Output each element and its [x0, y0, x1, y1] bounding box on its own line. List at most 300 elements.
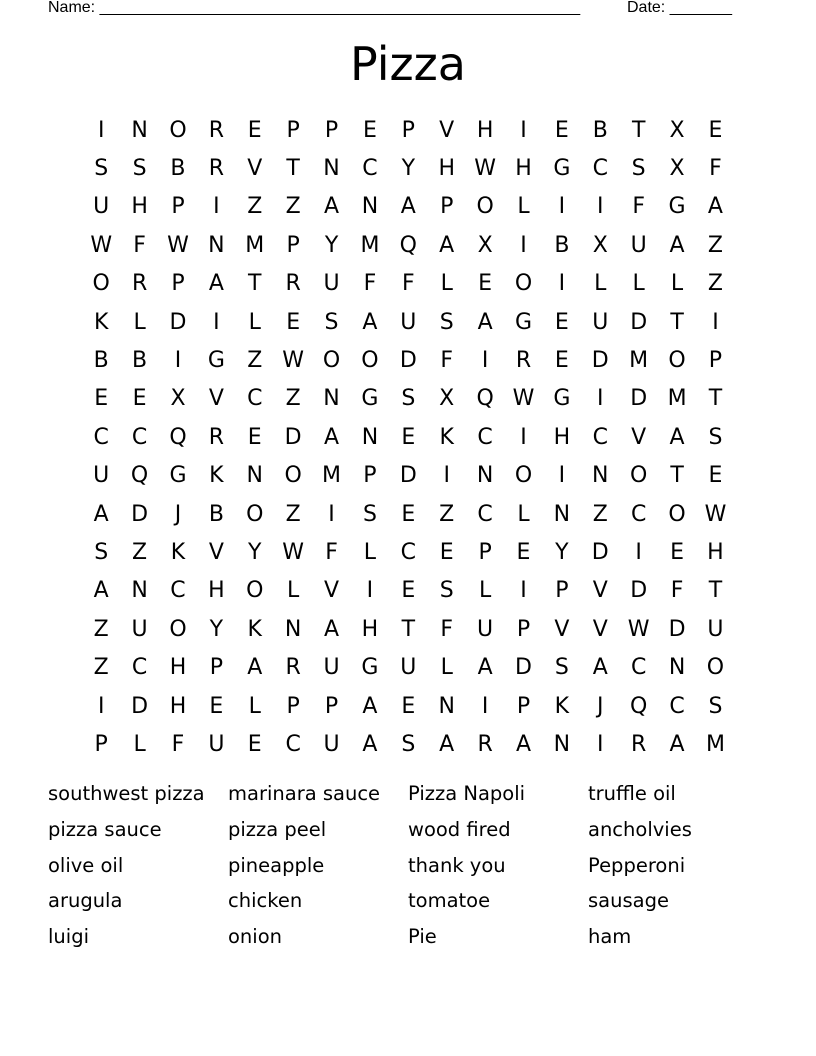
- grid-cell: U: [323, 271, 340, 297]
- grid-cell: S: [324, 309, 339, 335]
- grid-cell: O: [284, 463, 302, 489]
- grid-cell: I: [481, 693, 489, 719]
- grid-cell: R: [131, 271, 148, 297]
- grid-cell: E: [708, 117, 723, 143]
- grid-cell: Z: [285, 194, 301, 220]
- grid-cell: Z: [707, 232, 723, 258]
- grid-cell: Q: [476, 386, 494, 412]
- grid-cell: V: [554, 616, 570, 642]
- word-list-item: ancholvies: [588, 817, 692, 841]
- grid-cell: S: [708, 424, 723, 450]
- grid-cell: T: [286, 156, 300, 182]
- grid-cell: V: [208, 539, 224, 565]
- grid-cell: T: [670, 309, 684, 335]
- grid-cell: O: [246, 578, 264, 604]
- grid-cell: Z: [285, 501, 301, 527]
- grid-cell: C: [669, 693, 685, 719]
- word-list-item: arugula: [48, 889, 123, 913]
- grid-cell: D: [630, 309, 648, 335]
- grid-cell: X: [669, 117, 685, 143]
- word-list-item: southwest pizza: [48, 782, 205, 805]
- grid-cell: X: [439, 386, 455, 412]
- grid-cell: D: [515, 655, 532, 681]
- grid-cell: L: [287, 578, 300, 604]
- grid-cell: S: [554, 655, 569, 681]
- grid-cell: L: [670, 271, 684, 297]
- grid-cell: Z: [93, 655, 109, 681]
- grid-cell: O: [630, 463, 648, 489]
- grid-cell: W: [512, 386, 535, 412]
- grid-cell: U: [131, 616, 148, 642]
- grid-cell: K: [554, 693, 570, 719]
- grid-cell: L: [517, 194, 530, 220]
- date-field-label: Date: _______: [627, 0, 732, 16]
- grid-cell: O: [514, 463, 533, 489]
- grid-cell: M: [667, 386, 687, 412]
- grid-cell: Z: [93, 616, 109, 642]
- grid-cell: R: [631, 731, 647, 757]
- grid-cell: G: [169, 463, 187, 489]
- grid-cell: H: [707, 539, 724, 565]
- grid-cell: L: [363, 539, 377, 565]
- word-list-item: Pepperoni: [588, 853, 686, 877]
- grid-cell: Q: [169, 424, 187, 450]
- grid-cell: T: [708, 386, 723, 412]
- grid-cell: P: [324, 117, 339, 143]
- grid-cell: P: [440, 194, 454, 220]
- grid-cell: A: [362, 693, 378, 719]
- grid-cell: P: [516, 616, 531, 642]
- grid-cell: H: [361, 616, 379, 642]
- grid-cell: A: [362, 731, 378, 757]
- grid-cell: E: [401, 424, 416, 450]
- grid-cell: G: [553, 156, 571, 182]
- grid-cell: S: [439, 578, 454, 604]
- grid-cell: Z: [247, 194, 263, 220]
- grid-cell: S: [631, 156, 646, 182]
- grid-cell: Q: [399, 232, 417, 258]
- grid-cell: P: [94, 731, 108, 757]
- word-list-item: Pizza Napoli: [408, 782, 526, 805]
- grid-cell: O: [361, 348, 379, 374]
- grid-cell: P: [401, 117, 415, 143]
- grid-cell: S: [439, 309, 454, 335]
- grid-cell: U: [208, 731, 225, 757]
- grid-cell: C: [592, 424, 608, 450]
- grid-cell: O: [668, 348, 686, 374]
- grid-cell: V: [247, 156, 263, 182]
- grid-cell: P: [516, 693, 531, 719]
- grid-cell: X: [592, 232, 608, 258]
- grid-cell: B: [132, 348, 148, 374]
- grid-cell: T: [248, 271, 262, 297]
- word-list-item: marinara sauce: [228, 782, 381, 805]
- grid-cell: K: [93, 309, 109, 335]
- grid-cell: P: [363, 463, 377, 489]
- grid-cell: P: [708, 348, 723, 374]
- grid-cell: A: [515, 731, 532, 757]
- grid-cell: K: [439, 424, 454, 450]
- grid-cell: D: [131, 693, 149, 719]
- grid-cell: A: [439, 731, 455, 757]
- grid-cell: N: [131, 578, 148, 604]
- grid-cell: V: [631, 424, 647, 450]
- grid-cell: E: [247, 424, 262, 450]
- word-list-item: wood fired: [408, 817, 511, 841]
- grid-cell: I: [520, 117, 527, 143]
- grid-cell: X: [170, 386, 186, 412]
- grid-cell: C: [400, 539, 416, 565]
- word-list-item: Pie: [408, 925, 437, 949]
- grid-cell: F: [670, 578, 684, 604]
- grid-cell: I: [174, 348, 182, 374]
- grid-cell: L: [478, 578, 492, 604]
- grid-cell: B: [592, 117, 608, 143]
- grid-cell: U: [400, 655, 417, 681]
- grid-cell: T: [401, 616, 416, 642]
- grid-cell: X: [477, 232, 493, 258]
- grid-cell: C: [592, 156, 608, 182]
- grid-cell: E: [670, 539, 684, 565]
- grid-cell: W: [704, 501, 727, 527]
- grid-cell: A: [208, 271, 224, 297]
- grid-cell: D: [668, 616, 686, 642]
- grid-cell: E: [439, 539, 454, 565]
- grid-cell: P: [286, 117, 300, 143]
- grid-cell: F: [709, 156, 722, 182]
- word-list-item: tomatoe: [408, 889, 491, 913]
- grid-cell: E: [247, 731, 262, 757]
- grid-cell: M: [245, 232, 265, 258]
- grid-cell: P: [286, 693, 300, 719]
- grid-cell: O: [169, 616, 187, 642]
- word-list-item: pizza peel: [228, 817, 327, 841]
- grid-cell: N: [476, 463, 494, 489]
- grid-cell: O: [476, 194, 494, 220]
- word-list-item: thank you: [408, 853, 506, 877]
- grid-cell: A: [93, 578, 109, 604]
- grid-cell: B: [208, 501, 224, 527]
- grid-cell: I: [520, 424, 527, 450]
- grid-cell: N: [553, 731, 571, 757]
- grid-cell: K: [209, 463, 224, 489]
- grid-cell: P: [209, 655, 223, 681]
- grid-cell: I: [481, 348, 489, 374]
- grid-cell: I: [97, 693, 105, 719]
- grid-cell: G: [668, 194, 686, 220]
- grid-cell: I: [213, 194, 220, 220]
- grid-cell: L: [440, 655, 453, 681]
- grid-cell: H: [169, 655, 187, 681]
- grid-cell: H: [131, 194, 148, 220]
- grid-cell: I: [213, 309, 220, 335]
- grid-cell: D: [131, 501, 149, 527]
- word-list-item: onion: [228, 925, 282, 949]
- grid-cell: Z: [707, 271, 723, 297]
- word-list: [48, 776, 768, 955]
- grid-cell: O: [169, 117, 187, 143]
- grid-cell: F: [632, 194, 645, 220]
- grid-cell: J: [597, 693, 604, 719]
- grid-cell: C: [477, 424, 493, 450]
- grid-cell: X: [669, 156, 685, 182]
- grid-cell: O: [514, 271, 533, 297]
- grid-cell: E: [247, 117, 262, 143]
- grid-cell: P: [555, 578, 569, 604]
- grid-cell: I: [443, 463, 450, 489]
- grid-cell: B: [170, 156, 186, 182]
- grid-cell: C: [362, 156, 378, 182]
- grid-cell: L: [594, 271, 607, 297]
- grid-cell: L: [632, 271, 645, 297]
- grid-cell: U: [400, 309, 417, 335]
- grid-cell: H: [476, 117, 494, 143]
- grid-cell: E: [401, 501, 416, 527]
- grid-cell: C: [131, 655, 148, 681]
- grid-cell: G: [514, 309, 533, 335]
- grid-cell: T: [670, 463, 684, 489]
- grid-cell: L: [133, 731, 146, 757]
- grid-cell: N: [592, 463, 609, 489]
- grid-cell: A: [669, 424, 685, 450]
- grid-cell: U: [323, 731, 340, 757]
- word-list-item: sausage: [588, 889, 669, 913]
- grid-cell: K: [247, 616, 262, 642]
- grid-cell: E: [94, 386, 109, 412]
- grid-cell: F: [171, 731, 185, 757]
- grid-cell: N: [361, 194, 379, 220]
- grid-cell: A: [400, 194, 416, 220]
- grid-cell: A: [707, 194, 723, 220]
- grid-cell: H: [515, 156, 532, 182]
- grid-cell: O: [246, 501, 264, 527]
- grid-cell: Z: [247, 348, 263, 374]
- grid-cell: V: [592, 616, 608, 642]
- word-list-item: luigi: [48, 925, 89, 949]
- grid-cell: I: [597, 386, 604, 412]
- grid-cell: Z: [592, 501, 608, 527]
- grid-cell: S: [132, 156, 147, 182]
- grid-cell: H: [208, 578, 225, 604]
- grid-cell: M: [705, 731, 725, 757]
- grid-cell: Q: [630, 693, 648, 719]
- grid-cell: R: [285, 655, 301, 681]
- grid-cell: F: [401, 271, 415, 297]
- grid-cell: R: [208, 424, 225, 450]
- grid-cell: V: [439, 117, 455, 143]
- word-list-item: ham: [588, 925, 632, 949]
- grid-cell: B: [554, 232, 570, 258]
- grid-cell: U: [630, 232, 647, 258]
- grid-cell: U: [707, 616, 724, 642]
- grid-cell: M: [322, 463, 342, 489]
- grid-cell: O: [706, 655, 725, 681]
- grid-cell: U: [592, 309, 609, 335]
- grid-cell: H: [553, 424, 571, 450]
- grid-cell: I: [97, 117, 105, 143]
- grid-cell: H: [438, 156, 455, 182]
- grid-cell: D: [169, 309, 187, 335]
- grid-cell: E: [401, 578, 416, 604]
- grid-cell: C: [131, 424, 148, 450]
- grid-cell: H: [169, 693, 187, 719]
- grid-cell: L: [517, 501, 530, 527]
- grid-cell: P: [324, 693, 339, 719]
- word-list-item: truffle oil: [588, 782, 676, 805]
- grid-cell: D: [399, 348, 417, 374]
- grid-cell: Z: [439, 501, 455, 527]
- grid-cell: I: [366, 578, 374, 604]
- grid-cell: L: [133, 309, 146, 335]
- grid-cell: F: [440, 616, 454, 642]
- grid-cell: D: [399, 463, 417, 489]
- grid-cell: G: [361, 386, 379, 412]
- grid-cell: T: [708, 578, 723, 604]
- grid-cell: A: [247, 655, 263, 681]
- grid-cell: N: [208, 232, 225, 258]
- grid-cell: I: [635, 539, 642, 565]
- name-field-label: Name: ______________________________________________________: [48, 0, 581, 16]
- grid-cell: E: [516, 539, 531, 565]
- grid-cell: R: [285, 271, 301, 297]
- grid-cell: F: [325, 539, 338, 565]
- grid-cell: F: [133, 232, 146, 258]
- grid-cell: V: [208, 386, 224, 412]
- grid-cell: I: [712, 309, 719, 335]
- grid-cell: V: [324, 578, 340, 604]
- grid-cell: D: [630, 386, 648, 412]
- grid-cell: L: [248, 693, 261, 719]
- grid-cell: L: [440, 271, 453, 297]
- grid-cell: C: [285, 731, 301, 757]
- grid-cell: A: [669, 731, 685, 757]
- grid-cell: Y: [401, 156, 416, 182]
- grid-cell: E: [401, 693, 416, 719]
- grid-cell: U: [93, 194, 110, 220]
- word-list-item: olive oil: [48, 853, 124, 877]
- grid-cell: R: [515, 348, 532, 374]
- word-list-item: chicken: [228, 889, 303, 913]
- grid-cell: I: [558, 463, 566, 489]
- grid-cell: A: [93, 501, 109, 527]
- page-title: Pizza: [350, 37, 466, 91]
- grid-cell: W: [474, 156, 496, 182]
- grid-cell: O: [92, 271, 110, 297]
- grid-cell: I: [328, 501, 335, 527]
- grid-cell: S: [401, 386, 416, 412]
- grid-cell: O: [668, 501, 686, 527]
- grid-cell: T: [631, 117, 646, 143]
- grid-cell: N: [668, 655, 686, 681]
- grid-cell: Z: [132, 539, 148, 565]
- grid-cell: A: [669, 232, 685, 258]
- grid-cell: D: [284, 424, 302, 450]
- grid-cell: I: [520, 232, 527, 258]
- grid-cell: P: [171, 271, 185, 297]
- grid-cell: S: [362, 501, 377, 527]
- grid-cell: N: [131, 117, 148, 143]
- grid-cell: I: [558, 194, 566, 220]
- grid-cell: S: [94, 539, 109, 565]
- grid-cell: C: [247, 386, 263, 412]
- grid-cell: D: [591, 348, 609, 374]
- header: [0, 0, 816, 20]
- grid-cell: P: [286, 232, 300, 258]
- grid-cell: O: [322, 348, 341, 374]
- grid-cell: A: [477, 309, 493, 335]
- grid-cell: R: [208, 156, 225, 182]
- grid-cell: I: [597, 194, 604, 220]
- letter-grid: [82, 111, 735, 764]
- grid-cell: E: [708, 463, 723, 489]
- grid-cell: R: [208, 117, 225, 143]
- grid-cell: I: [558, 271, 566, 297]
- grid-cell: W: [90, 232, 113, 258]
- grid-cell: I: [520, 578, 527, 604]
- grid-cell: M: [629, 348, 649, 374]
- grid-cell: U: [93, 463, 110, 489]
- grid-cell: Y: [555, 539, 569, 565]
- grid-cell: C: [93, 424, 109, 450]
- grid-cell: A: [477, 655, 493, 681]
- grid-cell: W: [627, 616, 650, 642]
- grid-cell: Z: [285, 386, 301, 412]
- grid-cell: N: [246, 463, 263, 489]
- grid-cell: P: [478, 539, 492, 565]
- grid-cell: E: [286, 309, 301, 335]
- grid-cell: C: [477, 501, 493, 527]
- grid-cell: S: [401, 731, 416, 757]
- grid-cell: S: [94, 156, 109, 182]
- grid-cell: B: [93, 348, 109, 374]
- grid-cell: U: [323, 655, 340, 681]
- grid-cell: G: [553, 386, 571, 412]
- grid-cell: R: [477, 731, 493, 757]
- grid-cell: D: [630, 578, 648, 604]
- grid-cell: N: [284, 616, 302, 642]
- grid-cell: A: [592, 655, 608, 681]
- grid-cell: N: [553, 501, 571, 527]
- grid-cell: C: [170, 578, 186, 604]
- grid-cell: G: [361, 655, 379, 681]
- grid-cell: N: [323, 386, 340, 412]
- word-list-item: pineapple: [228, 853, 325, 877]
- grid-cell: W: [167, 232, 189, 258]
- grid-cell: P: [171, 194, 185, 220]
- grid-cell: A: [324, 424, 340, 450]
- grid-cell: Y: [248, 539, 262, 565]
- grid-cell: J: [174, 501, 182, 527]
- grid-cell: Y: [324, 232, 339, 258]
- grid-cell: C: [630, 501, 647, 527]
- grid-cell: Q: [130, 463, 149, 489]
- grid-cell: E: [554, 309, 569, 335]
- grid-cell: E: [362, 117, 377, 143]
- grid-cell: N: [361, 424, 379, 450]
- grid-cell: N: [438, 693, 455, 719]
- grid-cell: F: [440, 348, 454, 374]
- grid-cell: N: [323, 156, 340, 182]
- grid-cell: K: [170, 539, 186, 565]
- grid-cell: E: [554, 348, 569, 374]
- grid-cell: C: [630, 655, 647, 681]
- grid-cell: A: [362, 309, 378, 335]
- grid-cell: E: [132, 386, 147, 412]
- grid-cell: A: [439, 232, 455, 258]
- grid-cell: E: [209, 693, 224, 719]
- word-list-item: pizza sauce: [48, 817, 162, 841]
- grid-cell: M: [360, 232, 380, 258]
